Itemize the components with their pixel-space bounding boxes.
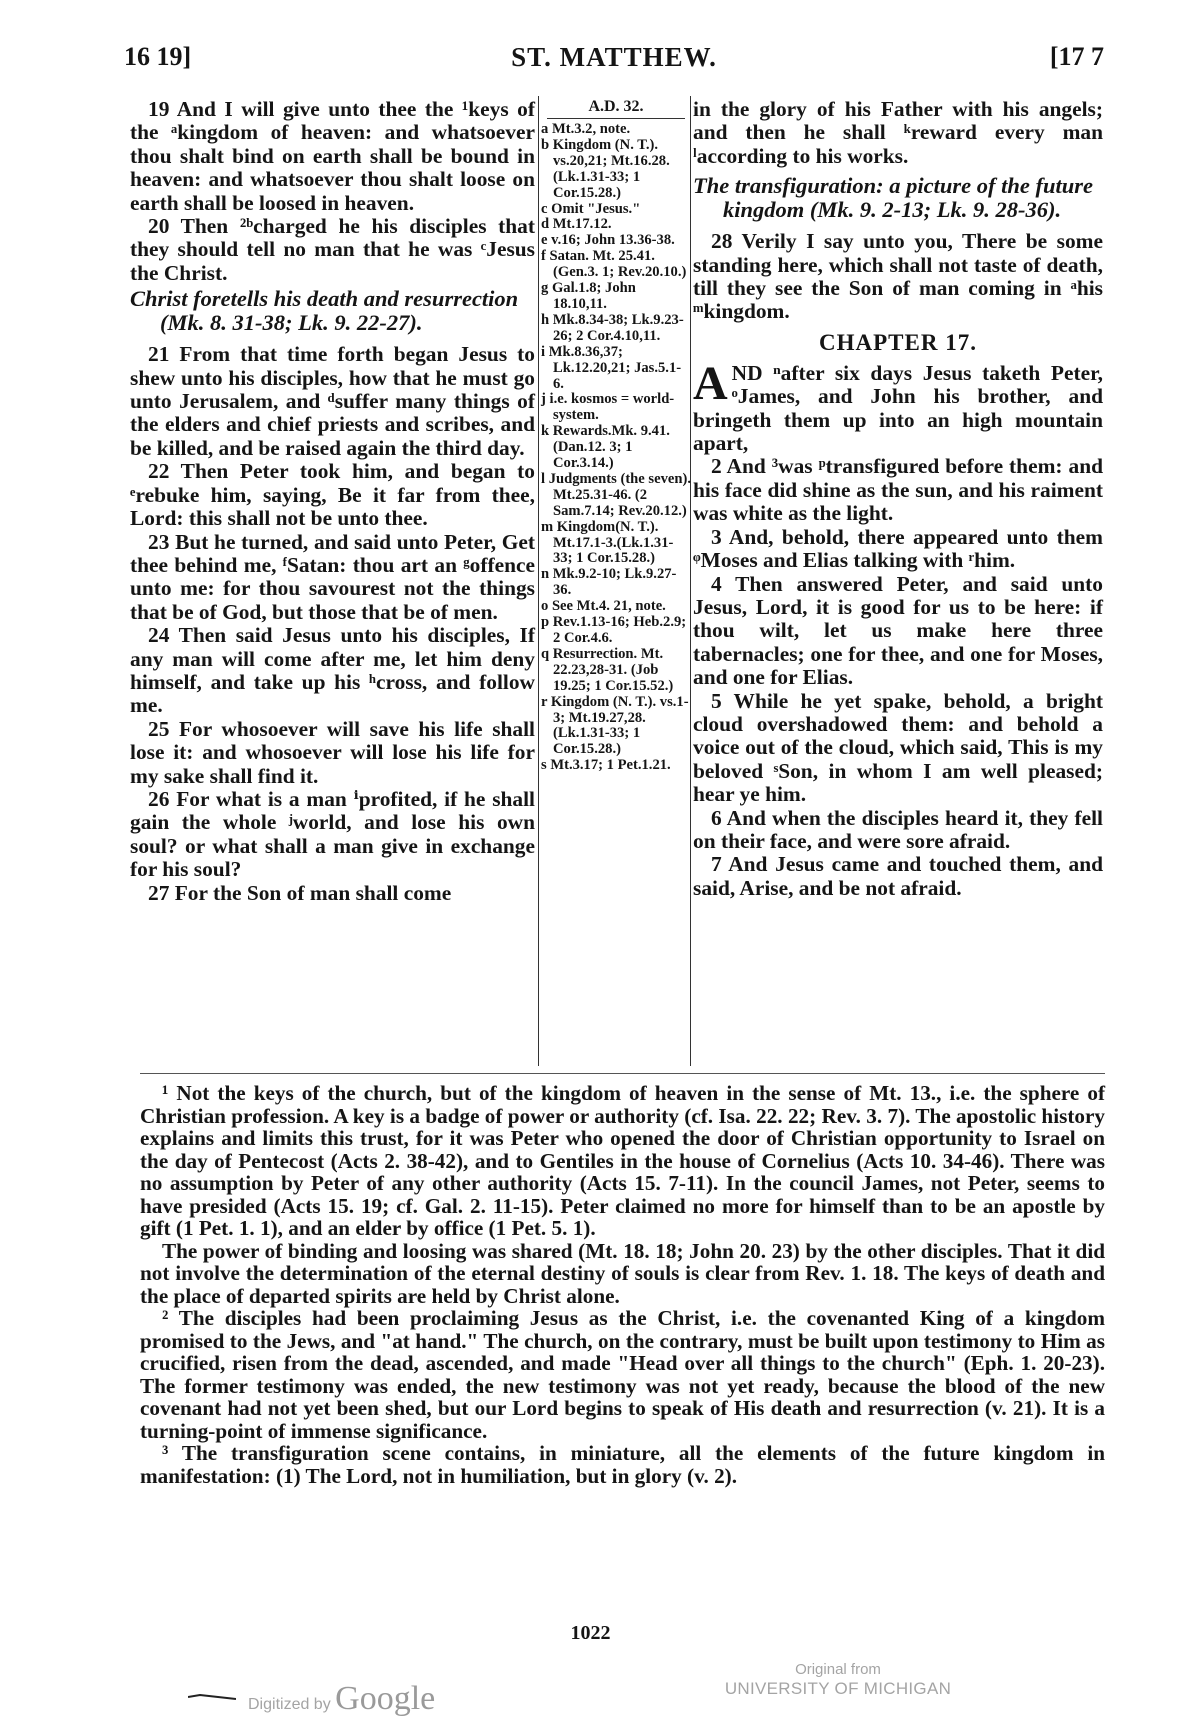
- verse-17-2: 2 And ³was ᵖtransfigured before them: and his face did shine as the sun, and his raiment was white as the light.: [693, 454, 1103, 526]
- verse-17-7: 7 And Jesus came and touched them, and said, Arise, and be not afraid.: [693, 852, 1103, 900]
- verse-17-1-text: ND ⁿafter six days Jesus taketh Peter, ᵒJames, and John his brother, and bringeth them up into an high mountain apart,: [693, 360, 1103, 456]
- column-rule-left: [538, 96, 539, 1066]
- header-book-title: ST. MATTHEW.: [511, 42, 717, 72]
- reference-item: o See Mt.4. 21, note.: [541, 598, 666, 615]
- verse-16-26: 26 For what is a man ⁱprofited, if he shall gain the whole ʲworld, and lose his own soul? or what shall a man give in exchange for his soul?: [130, 786, 535, 882]
- header-chapter-verse-right: [17 7: [1049, 42, 1104, 71]
- verse-16-21: 21 From that time forth began Jesus to shew unto his disciples, how that he must go unto Jerusalem, and ᵈsuffer many things of the elders and chief priests and scribes, and be killed, and be raised again the third day.: [130, 342, 535, 460]
- reference-item: a Mt.3.2, note.: [541, 121, 631, 137]
- reference-item: g Gal.1.8; John 18.10,11.: [541, 280, 636, 312]
- left-text-column: [130, 98, 535, 905]
- drop-cap: A: [693, 356, 728, 410]
- verse-17-1: [693, 356, 1103, 456]
- header-chapter-verse-left: 16 19]: [124, 42, 192, 71]
- footnote-1: ¹ Not the keys of the church, but of the kingdom of heaven in the sense of Mt. 13., i.e. the sphere of Christian profession. A key is a badge of power or authority (cf. Isa. 22. 22; Rev. 3. 7). The apostolic history explains and limits this trust, for it was Peter who opened the door of Christian opportunity to Israel on the day of Pentecost (Acts 2. 38-42), and to Gentiles in the house of Cornelius (Acts 10. 34-46). There was no assumption by Peter of any other authority (Acts 15. 7-11). In the council James, not Peter, seems to have presided (Acts 15. 19; cf. Gal. 2. 11-15). Peter claimed no more for himself than to be an apostle by gift (1 Pet. 1. 1), and an elder by office (1 Pet. 5. 1).: [140, 1081, 1105, 1240]
- right-text-column: [693, 98, 1103, 900]
- verse-17-4: 4 Then answered Peter, and said unto Jesus, Lord, it is good for us to be here: if thou wilt, let us make here three tabernacles; one for thee, and one for Moses, and one for Elias.: [693, 571, 1103, 690]
- reference-item: b Kingdom (N. T.). vs.20,21; Mt.16.28. (Lk.1.31-33; 1 Cor.15.28.): [541, 136, 670, 201]
- reference-year: A.D. 32.: [547, 98, 685, 119]
- verse-17-6: 6 And when the disciples heard it, they fell on their face, and were sore afraid.: [693, 805, 1103, 853]
- reference-item: q Resurrection. Mt. 22.23,28-31. (Job 19.25; 1 Cor.15.52.): [541, 645, 674, 694]
- verse-16-25: 25 For whosoever will save his life shall lose it: and whosoever will lose his life for my sake shall find it.: [130, 716, 535, 788]
- reference-item: i Mk.8.36,37; Lk.12.20,21; Jas.5.1-6.: [541, 343, 682, 392]
- footnotes: [140, 1082, 1105, 1487]
- verse-16-20: 20 Then ²ᵇcharged he his disciples that they should tell no man that he was ᶜJesus the Christ.: [130, 214, 535, 285]
- verse-16-23: 23 But he turned, and said unto Peter, Get thee behind me, ᶠSatan: thou art an ᵍoffence unto me: for thou savourest not the things that be of God, but those that be of men.: [130, 529, 535, 624]
- footnote-2: ² The disciples had been proclaiming Jesus as the Christ, i.e. the covenanted King of a kingdom promised to the Jews, and "at hand." The church, on the contrary, must be built upon testimony to Him as crucified, risen from the dead, ascended, and made "Head over all things to the church" (Eph. 1. 20-23). The former testimony was ended, the new testimony was not yet ready, because the blood of the new covenant had not yet been shed, but our Lord begins to speak of His death and resurrection (v. 21). It is a turning-point of immense significance.: [140, 1306, 1105, 1443]
- original-from-watermark: [718, 1660, 958, 1698]
- scan-smudge-icon: [188, 1694, 236, 1700]
- reference-item: e v.16; John 13.36-38.: [541, 232, 675, 249]
- google-logo: Google: [335, 1680, 436, 1717]
- reference-item: s Mt.3.17; 1 Pet.1.21.: [541, 757, 671, 774]
- original-from-label: Original from: [795, 1661, 881, 1678]
- reference-item: f Satan. Mt. 25.41. (Gen.3. 1; Rev.20.10.): [541, 248, 687, 281]
- verse-16-22: 22 Then Peter took him, and began to ᵉrebuke him, saying, Be it far from thee, Lord: this shall not be unto thee.: [130, 459, 535, 531]
- reference-item: h Mk.8.34-38; Lk.9.23-26; 2 Cor.4.10,11.: [541, 311, 684, 344]
- reference-item: j i.e. kosmos = world-system.: [541, 391, 675, 424]
- reference-item: p Rev.1.13-16; Heb.2.9; 2 Cor.4.6.: [541, 614, 687, 646]
- reference-item: k Rewards.Mk. 9.41. (Dan.12. 3; 1 Cor.3.14.): [541, 423, 670, 472]
- footnote-1-continued: The power of binding and loosing was shared (Mt. 18. 18; John 20. 23) by the other disciples. That it did not involve the determination of the eternal destiny of souls is clear from Rev. 1. 18. The keys of death and the place of departed spirits are held by Christ alone.: [140, 1238, 1105, 1308]
- verse-16-19: 19 And I will give unto thee the ¹keys of the ᵃkingdom of heaven: and whatsoever thou shalt bind on earth shall be bound in heaven: and whatsoever thou shalt loose on earth shall be loosed in heaven.: [130, 97, 535, 215]
- reference-item: m Kingdom(N. T.). Mt.17.1-3.(Lk.1.31-33; 1 Cor.15.28.): [541, 518, 674, 567]
- verse-17-3: 3 And, behold, there appeared unto them ᵠMoses and Elias talking with ʳhim.: [693, 524, 1103, 573]
- chapter-title: CHAPTER 17.: [819, 329, 977, 355]
- footnote-3: ³ The transfiguration scene contains, in miniature, all the elements of the future kingdom in manifestation: (1) The Lord, not in humiliation, but in glory (v. 2).: [140, 1441, 1105, 1488]
- page-number: 1022: [570, 1622, 611, 1644]
- verse-16-28: 28 Verily I say unto you, There be some standing here, which shall not taste of death, till they see the Son of man coming in ᵃhis ᵐkingdom.: [693, 229, 1103, 324]
- reference-item: n Mk.9.2-10; Lk.9.27-36.: [541, 566, 677, 599]
- verse-16-27: 27 For the Son of man shall come: [148, 880, 452, 905]
- running-header: [124, 42, 1104, 82]
- reference-column: [541, 98, 691, 774]
- digitized-by-label: Digitized by: [248, 1696, 331, 1713]
- verse-16-27-continued: in the glory of his Father with his angels; and then he shall ᵏreward every man ˡaccording to his works.: [693, 97, 1103, 168]
- reference-item: l Judgments (the seven). Mt.25.31-46. (2 Sam.7.14; Rev.20.12.): [541, 470, 691, 519]
- section-heading-death-resurrection: Christ foretells his death and resurrection (Mk. 8. 31-38; Lk. 9. 22-27).: [130, 286, 519, 336]
- reference-item: d Mt.17.12.: [541, 216, 612, 233]
- reference-item: r Kingdom (N. T.). vs.1-3; Mt.19.27,28. (Lk.1.31-33; 1 Cor.15.28.): [541, 693, 689, 758]
- reference-item: c Omit "Jesus.": [541, 200, 641, 217]
- digitized-by-watermark: [248, 1680, 435, 1718]
- verse-16-24: 24 Then said Jesus unto his disciples, If any man will come after me, let him deny himself, and take up his ʰcross, and follow me.: [130, 623, 535, 718]
- footnote-divider: [140, 1073, 1105, 1074]
- university-label: UNIVERSITY OF MICHIGAN: [724, 1679, 952, 1698]
- verse-17-5: 5 While he yet spake, behold, a bright cloud overshadowed them: and behold a voice out of the cloud, which said, This is my beloved ˢSon, in whom I am well pleased; hear ye him.: [693, 688, 1103, 807]
- section-heading-transfiguration: The transfiguration: a picture of the future kingdom (Mk. 9. 2-13; Lk. 9. 28-36).: [693, 173, 1094, 223]
